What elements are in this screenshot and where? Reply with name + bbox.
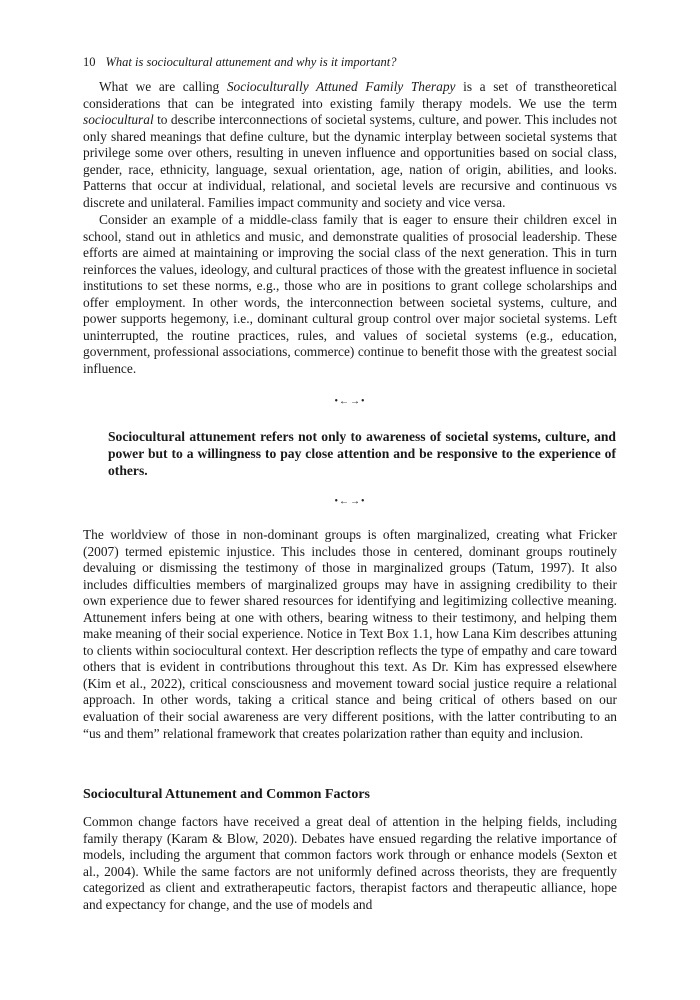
italic-term: Socioculturally Attuned Family Therapy: [226, 79, 456, 94]
page-number: 10: [83, 55, 96, 69]
body-paragraph-1: What we are calling Socioculturally Attuned Family Therapy is a set of transtheoretical considerations that can be integrated into existing family therapy models. We use the term sociocultural to describe interconnections of societal systems, culture, and power. This includes not only shared meanings that define culture, but the dynamic interplay between societal systems that privilege some over others, resulting in uneven influence and opportunities based on social class, gender, race, ethnicity, language, sexual orientation, age, nation of origin, abilities, and looks. Patterns that occur at individual, relational, and societal levels are recursive and continuous vs discrete and unilateral. Families impact community and society and vice versa.: [83, 79, 617, 210]
section-heading: Sociocultural Attunement and Common Factors: [83, 787, 370, 802]
pull-quote: Sociocultural attunement refers not only to awareness of societal systems, culture, and power but to a willingness to pay close attention and be responsive to the experience of others.: [108, 429, 616, 478]
body-paragraph-3: The worldview of those in non-dominant groups is often marginalized, creating what Fricker (2007) termed epistemic injustice. This includes those in centered, dominant groups routinely devaluing or dismissing the testimony of those in marginalized groups (Tatum, 1997). It also includes difficulties members of marginalized groups may have in assigning credibility to their own experience due to fewer shared resources for identifying and legitimizing collective meaning. Attunement infers being at one with others, bearing witness to their testimony, and helping them make meaning of their social experience. Notice in Text Box 1.1, how Lana Kim describes attuning to clients within sociocultural context. Her description reflects the type of empathy and care toward others that is evident in contributions throughout this text. As Dr. Kim has expressed elsewhere (Kim et al., 2022), critical consciousness and movement toward social justice require a relational approach. In other words, taking a critical stance and being critical of others based on our evaluation of their social awareness are very different positions, with the latter contributing to an “us and them” relational framework that creates polarization rather than equity and inclusion.: [83, 527, 617, 741]
running-title: What is sociocultural attunement and why is it important?: [105, 55, 397, 69]
ornament-divider: •←→•: [334, 496, 366, 507]
body-paragraph-2: Consider an example of a middle-class family that is eager to ensure their children excel in school, stand out in athletics and music, and demonstrate qualities of prosocial leadership. These efforts are aimed at maintaining or improving the social class of the next generation. This in turn reinforces the values, ideology, and cultural practices of those with the greatest influence in societal institutions to set these norms, e.g., those who are in positions to grant college scholarships and offer employment. In other words, the interconnection between societal systems, culture, and power supports hegemony, i.e., dominant cultural group control over major societal systems. Left uninterrupted, the routine practices, rules, and values of societal systems (e.g., education, government, professional associations, commerce) continue to benefit those with the greatest social influence.: [83, 212, 617, 376]
ornament-divider: •←→•: [334, 396, 366, 407]
body-paragraph-4: Common change factors have received a great deal of attention in the helping fields, including family therapy (Karam & Blow, 2020). Debates have ensued regarding the relative importance of models, including the argument that common factors work through or enhance models (Sexton et al., 2004). While the same factors are not uniformly defined across theorists, they are frequently categorized as client and extratherapeutic factors, therapist factors and therapeutic alliance, hope and expectancy for change, and the use of models and: [83, 814, 617, 912]
running-header: [83, 55, 396, 70]
italic-term: sociocultural: [83, 112, 154, 128]
